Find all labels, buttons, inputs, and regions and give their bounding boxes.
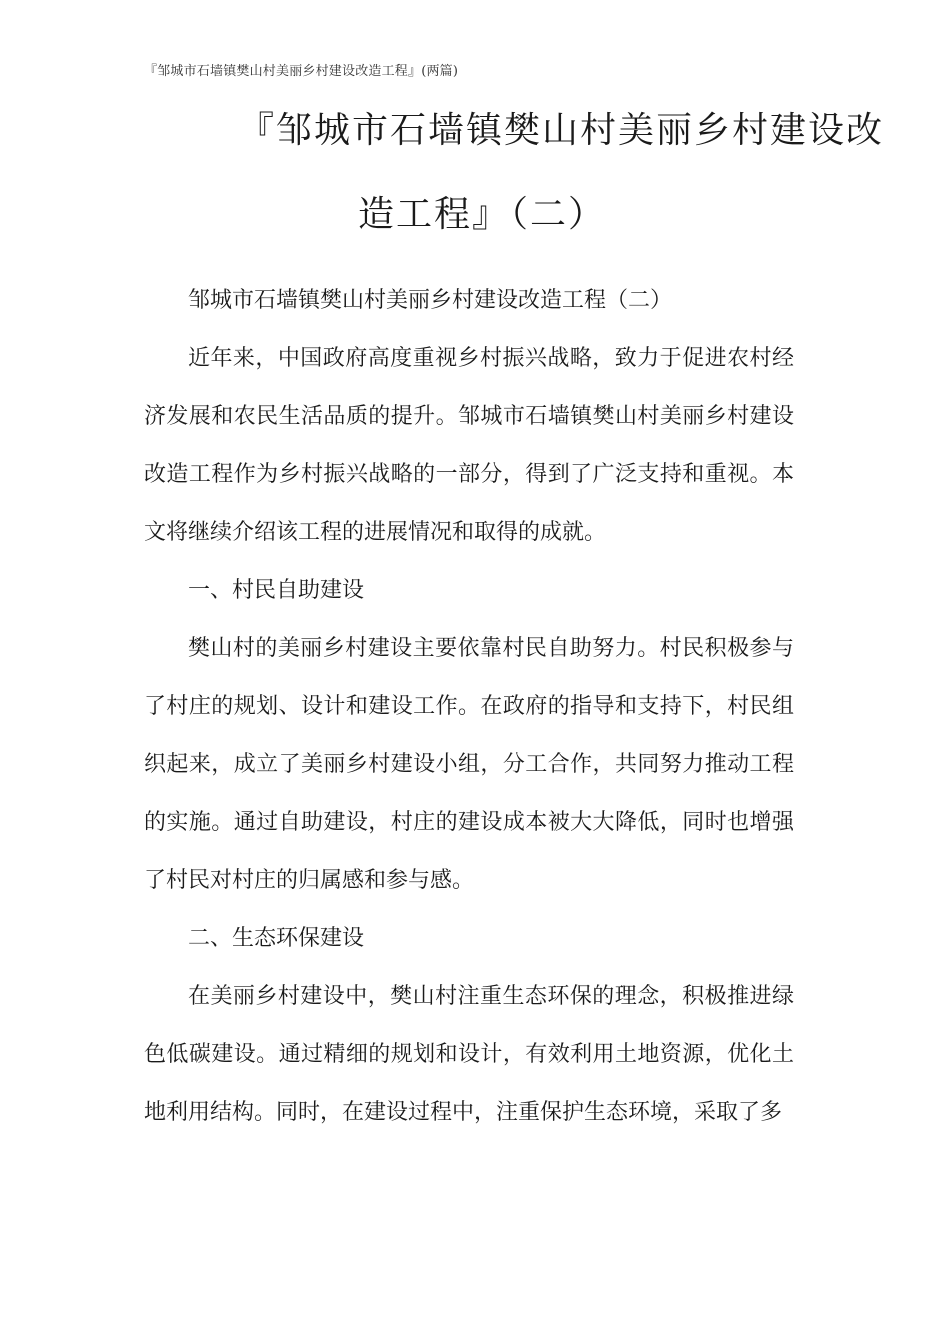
document-title-line-2: 造工程』（二） (358, 194, 607, 235)
document-body (144, 272, 794, 1142)
subtitle-paragraph: 邹城市石墙镇樊山村美丽乡村建设改造工程（二） (188, 288, 673, 313)
villager-self-help-paragraph: 樊山村的美丽乡村建设主要依靠村民自助努力。村民积极参与了村庄的规划、设计和建设工作。在政府的指导和支持下，村民组织起来，成立了美丽乡村建设小组，分工合作，共同努力推动工程的实施。通过自助建设，村庄的建设成本被大大降低，同时也增强了村民对村庄的归属感和参与感。 (144, 636, 794, 893)
running-header: 『邹城市石墙镇樊山村美丽乡村建设改造工程』(两篇) (144, 64, 459, 79)
document-title-line-1: 『邹城市石墙镇樊山村美丽乡村建设改 (238, 110, 885, 151)
section-heading-villager-self-help: 一、村民自助建设 (188, 578, 365, 603)
intro-paragraph: 近年来，中国政府高度重视乡村振兴战略，致力于促进农村经济发展和农民生活品质的提升。邹城市石墙镇樊山村美丽乡村建设改造工程作为乡村振兴战略的一部分，得到了广泛支持和重视。本文将继续介绍该工程的进展情况和取得的成就。 (144, 346, 794, 545)
section-heading-ecological-protection: 二、生态环保建设 (188, 926, 365, 951)
ecological-protection-paragraph: 在美丽乡村建设中，樊山村注重生态环保的理念，积极推进绿色低碳建设。通过精细的规划和设计，有效利用土地资源，优化土地利用结构。同时，在建设过程中，注重保护生态环境，采取了多 (144, 984, 794, 1125)
